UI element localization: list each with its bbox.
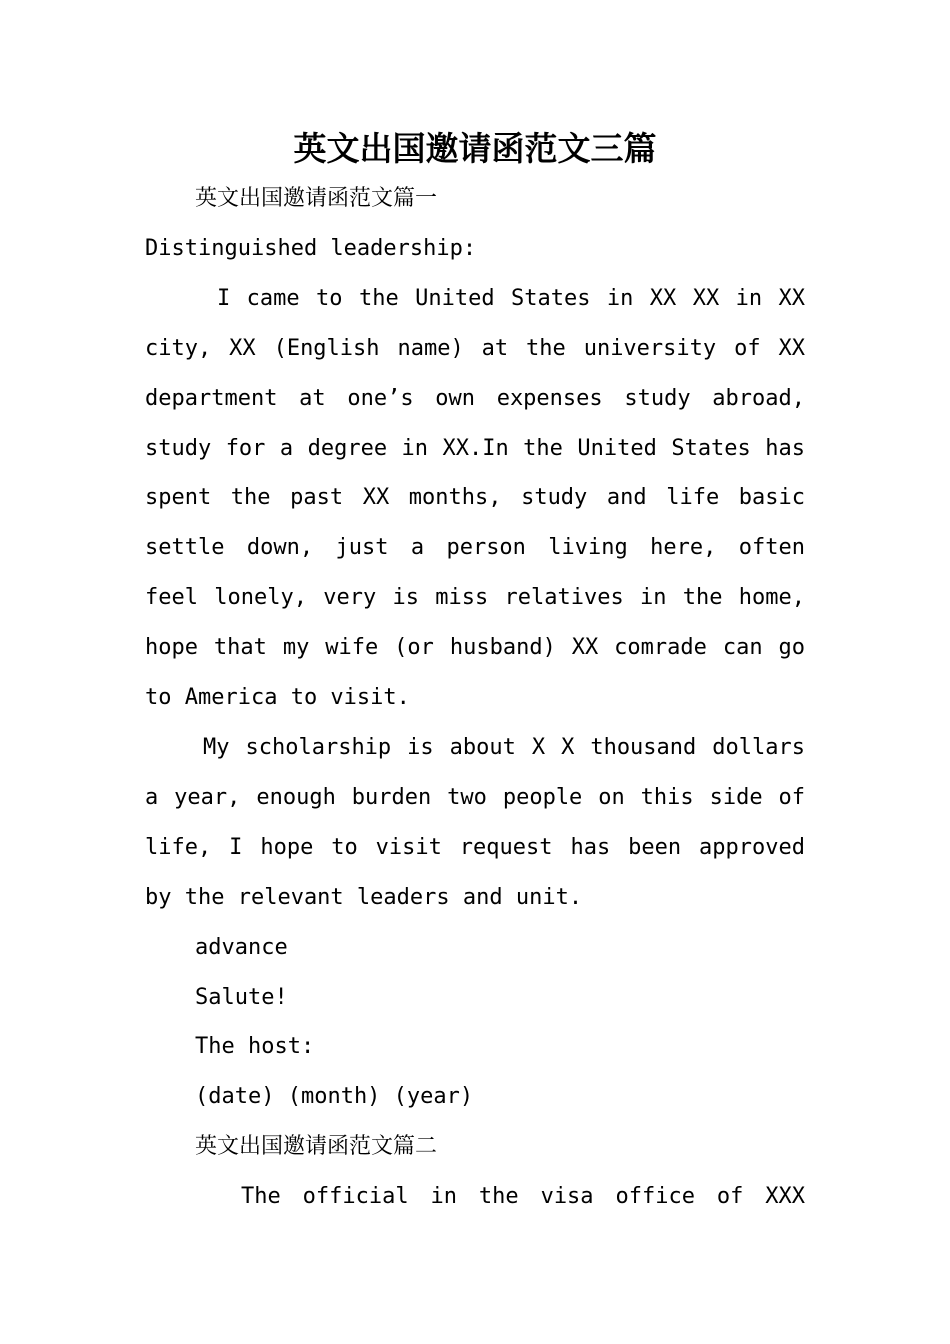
closing-salute: Salute! <box>195 984 288 1010</box>
salutation: Distinguished leadership: <box>145 235 477 261</box>
document-body <box>145 174 805 1222</box>
paragraph-1: I came to the United States in XX XX in XX city, XX (English name) at the university of XX department at one’s own expenses study abroad, study for a degree in XX.In the United States has spent the past XX months, study and life basic settle down, just a person living here, often feel lonely, very is miss relatives in the home, hope that my wife (or husband) XX comrade can go to America to visit. <box>145 285 805 711</box>
closing-date: (date) (month) (year) <box>195 1084 474 1110</box>
closing-advance: advance <box>195 934 288 960</box>
section-heading-1: 英文出国邀请函范文篇一 <box>195 186 438 211</box>
paragraph-3: The official in the visa office of XXX <box>241 1184 805 1210</box>
closing-host: The host: <box>195 1034 315 1060</box>
paragraph-2: My scholarship is about X X thousand dollars a year, enough burden two people on this side of life, I hope to visit request has been approved by the relevant leaders and unit. <box>145 734 805 910</box>
section-heading-2: 英文出国邀请函范文篇二 <box>195 1134 438 1160</box>
document-title: 英文出国邀请函范文三篇 <box>293 129 657 168</box>
